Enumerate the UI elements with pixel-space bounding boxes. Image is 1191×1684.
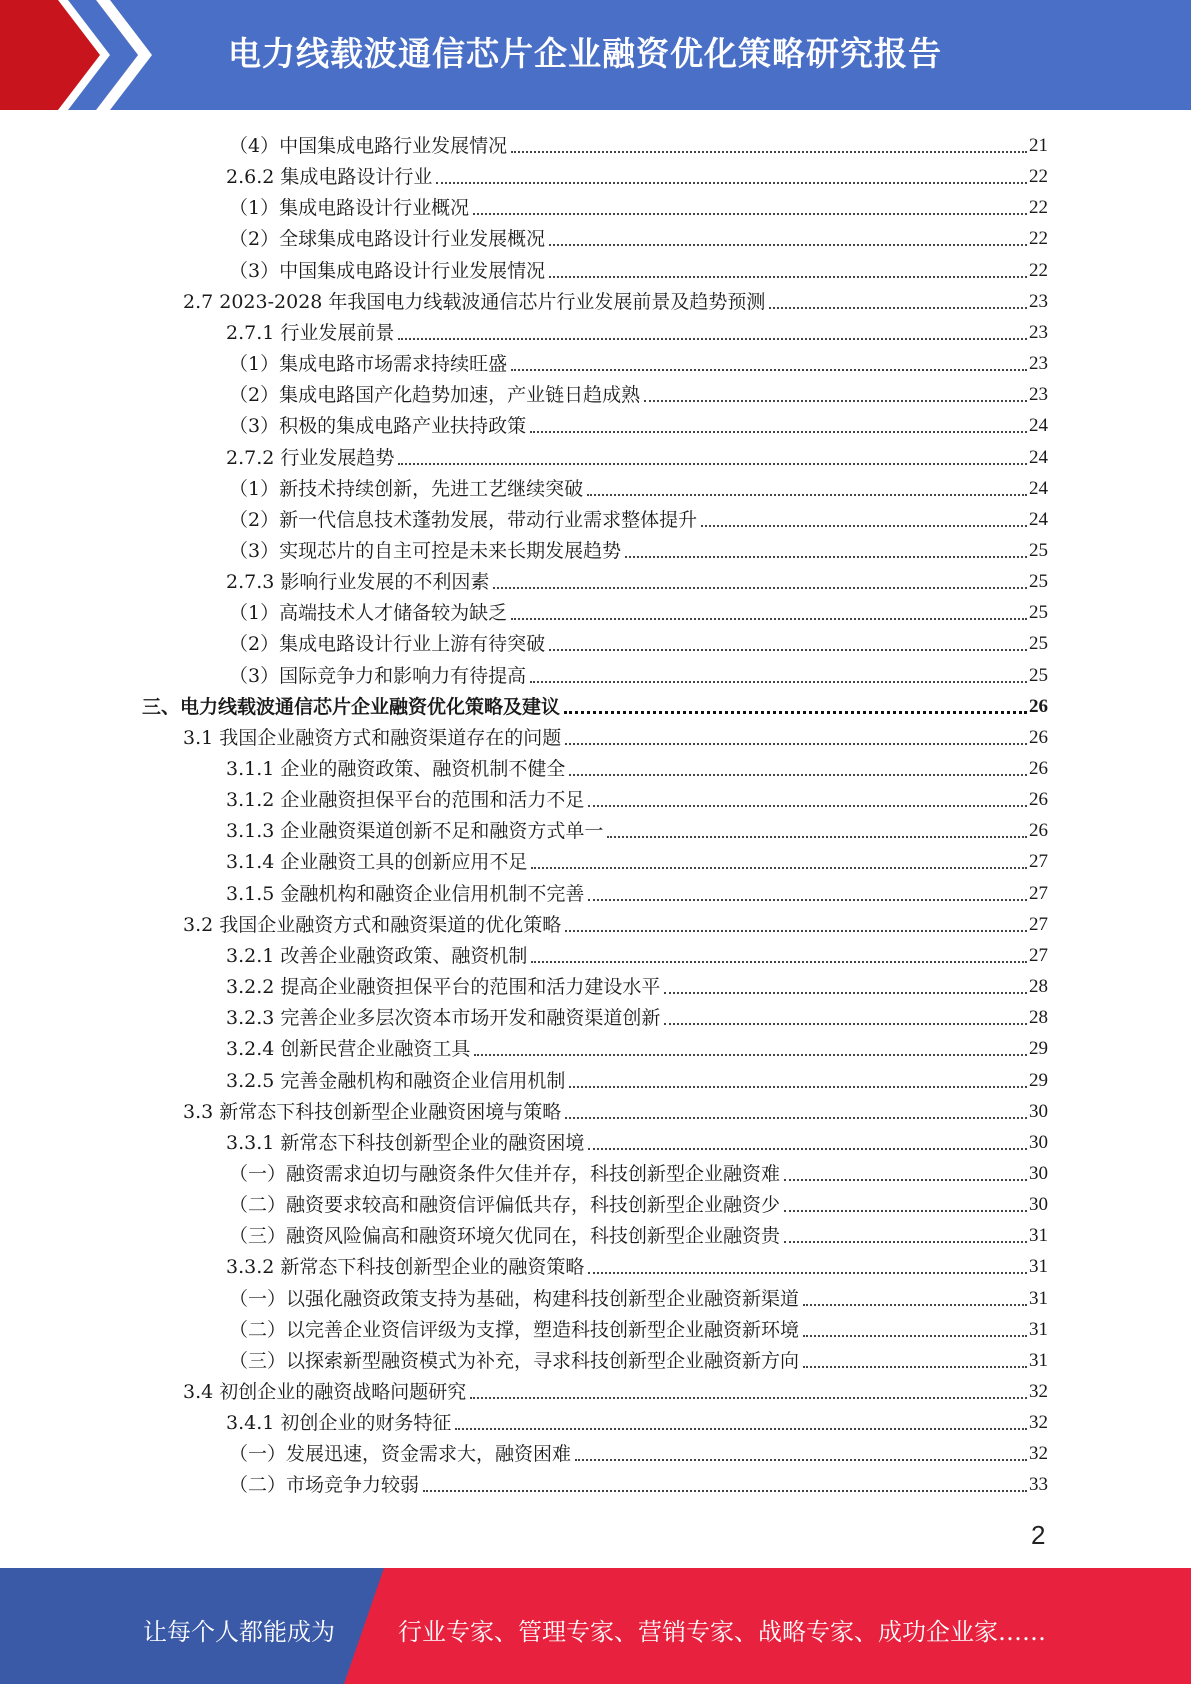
toc-leader-dots <box>784 1210 1027 1212</box>
toc-entry-page: 26 <box>1029 820 1048 842</box>
page-header <box>0 0 1191 110</box>
toc-entry-label: 三、电力线载波通信芯片企业融资优化策略及建议 <box>142 695 561 718</box>
toc-leader-dots <box>398 463 1027 465</box>
toc-leader-dots <box>474 1054 1027 1056</box>
toc-entry-label: 2.7.3 影响行业发展的不利因素 <box>226 571 490 594</box>
toc-leader-dots <box>769 307 1027 309</box>
toc-leader-dots <box>511 151 1027 153</box>
toc-entry-page: 27 <box>1029 913 1048 935</box>
toc-leader-dots <box>607 836 1027 838</box>
toc-entry-page: 26 <box>1029 695 1048 717</box>
toc-entry-label: 2.7.1 行业发展前景 <box>226 321 395 344</box>
toc-leader-dots <box>511 618 1027 620</box>
toc-entry[interactable] <box>229 470 1048 501</box>
toc-entry-label: 3.3.2 新常态下科技创新型企业的融资策略 <box>226 1256 585 1279</box>
toc-entry-page: 27 <box>1029 882 1048 904</box>
toc-entry-page: 31 <box>1029 1225 1048 1247</box>
toc-entry-page: 22 <box>1029 166 1048 188</box>
toc-entry-label: 3.4.1 初创企业的财务特征 <box>226 1412 452 1435</box>
toc-entry-label: 3.2 我国企业融资方式和融资渠道的优化策略 <box>183 913 562 936</box>
toc-entry[interactable] <box>183 719 1048 750</box>
toc-entry-page: 26 <box>1029 758 1048 779</box>
toc-leader-dots <box>664 992 1027 994</box>
toc-entry-label: （三）融资风险偏高和融资环境欠优同在，科技创新型企业融资贵 <box>229 1225 781 1248</box>
toc-leader-dots <box>531 961 1027 963</box>
toc-entry-page: 30 <box>1029 1162 1048 1184</box>
toc-leader-dots <box>549 244 1027 246</box>
toc-entry[interactable] <box>183 283 1048 314</box>
toc-entry[interactable] <box>229 532 1048 563</box>
toc-entry-page: 30 <box>1029 1100 1048 1122</box>
toc-leader-dots <box>565 930 1027 932</box>
toc-entry[interactable] <box>229 407 1048 438</box>
toc-entry-page: 23 <box>1029 290 1048 312</box>
toc-entry-label: （4）中国集成电路行业发展情况 <box>229 135 508 157</box>
toc-leader-dots <box>588 1272 1027 1274</box>
toc-entry[interactable] <box>226 750 1048 781</box>
toc-entry-label: （3）国际竞争力和影响力有待提高 <box>229 664 527 687</box>
toc-entry[interactable] <box>229 1280 1048 1311</box>
toc-entry-label: 3.4 初创企业的融资战略问题研究 <box>183 1381 467 1403</box>
toc-entry-page: 32 <box>1029 1443 1048 1465</box>
toc-entry-page: 22 <box>1029 197 1048 219</box>
toc-leader-dots <box>549 276 1027 278</box>
toc-entry[interactable] <box>229 1186 1048 1217</box>
toc-entry-label: （2）集成电路设计行业上游有待突破 <box>229 633 546 656</box>
toc-leader-dots <box>530 431 1027 433</box>
toc-entry-label: （3）中国集成电路设计行业发展情况 <box>229 259 546 282</box>
toc-leader-dots <box>470 1397 1027 1399</box>
toc-entry-label: （一）以强化融资政策支持为基础，构建科技创新型企业融资新渠道 <box>229 1287 800 1310</box>
toc-entry-page: 25 <box>1029 633 1048 655</box>
toc-entry-label: （二）以完善企业资信评级为支撑，塑造科技创新型企业融资新环境 <box>229 1318 800 1341</box>
toc-leader-dots <box>803 1304 1027 1306</box>
toc-leader-dots <box>803 1366 1027 1368</box>
toc-entry[interactable] <box>229 252 1048 283</box>
toc-leader-dots <box>644 400 1027 402</box>
toc-entry-label: （1）新技术持续创新，先进工艺继续突破 <box>229 477 584 500</box>
toc-entry-page: 24 <box>1029 508 1048 530</box>
toc-entry[interactable] <box>142 688 1048 719</box>
toc-leader-dots <box>575 1459 1027 1461</box>
footer-slogan-left: 让每个人都能成为 <box>143 1618 335 1646</box>
toc-entry[interactable] <box>226 1404 1048 1435</box>
toc-entry[interactable] <box>226 314 1048 345</box>
toc-entry-page: 29 <box>1029 1069 1048 1091</box>
toc-entry-page: 23 <box>1029 384 1048 406</box>
toc-entry-page: 22 <box>1029 228 1048 250</box>
toc-entry-label: 2.7 2023-2028 年我国电力线载波通信芯片行业发展前景及趋势预测 <box>183 290 766 313</box>
toc-entry[interactable] <box>229 1435 1048 1466</box>
toc-entry-page: 31 <box>1029 1349 1048 1371</box>
toc-entry-page: 25 <box>1029 571 1048 593</box>
toc-entry-label: 3.1.5 金融机构和融资企业信用机制不完善 <box>226 882 585 905</box>
toc-entry-label: （一）发展迅速，资金需求大，融资困难 <box>229 1443 572 1466</box>
toc-entry-page: 24 <box>1029 415 1048 437</box>
toc-entry-page: 21 <box>1029 135 1048 156</box>
toc-entry-page: 30 <box>1029 1131 1048 1153</box>
toc-entry[interactable] <box>229 1311 1048 1342</box>
toc-leader-dots <box>565 1117 1027 1119</box>
toc-entry[interactable] <box>226 812 1048 843</box>
toc-entry[interactable] <box>226 1124 1048 1155</box>
toc-entry[interactable] <box>226 563 1048 594</box>
toc-leader-dots <box>587 494 1027 496</box>
toc-entry[interactable] <box>183 1093 1048 1124</box>
toc-entry[interactable] <box>229 1466 1048 1497</box>
toc-entry-page: 26 <box>1029 726 1048 748</box>
toc-leader-dots <box>493 587 1027 589</box>
toc-leader-dots <box>398 338 1027 340</box>
toc-entry-label: 3.3 新常态下科技创新型企业融资困境与策略 <box>183 1100 562 1123</box>
toc-entry-label: 2.6.2 集成电路设计行业 <box>226 166 433 189</box>
toc-entry[interactable] <box>226 781 1048 812</box>
toc-entry-label: 2.7.2 行业发展趋势 <box>226 446 395 469</box>
toc-leader-dots <box>625 556 1027 558</box>
toc-entry-label: 3.1.2 企业融资担保平台的范围和活力不足 <box>226 789 585 812</box>
toc-leader-dots <box>569 1086 1027 1088</box>
toc-entry[interactable] <box>226 875 1048 906</box>
toc-entry-label: 3.2.4 创新民营企业融资工具 <box>226 1038 471 1061</box>
toc-leader-dots <box>565 743 1027 745</box>
toc-entry-page: 22 <box>1029 259 1048 281</box>
toc-leader-dots <box>784 1241 1027 1243</box>
toc-leader-dots <box>530 681 1027 683</box>
toc-entry[interactable] <box>226 1248 1048 1279</box>
toc-entry[interactable] <box>226 968 1048 999</box>
toc-entry-page: 31 <box>1029 1256 1048 1278</box>
toc-entry-label: （1）集成电路设计行业概况 <box>229 197 470 220</box>
toc-leader-dots <box>784 1179 1027 1181</box>
toc-entry[interactable] <box>229 1155 1048 1186</box>
toc-entry-label: （2）集成电路国产化趋势加速，产业链日趋成熟 <box>229 384 641 407</box>
toc-entry[interactable] <box>183 1373 1048 1404</box>
toc-entry[interactable] <box>226 937 1048 968</box>
toc-entry-page: 27 <box>1029 851 1048 873</box>
toc-leader-dots <box>436 182 1027 184</box>
toc-leader-dots <box>455 1428 1027 1430</box>
toc-entry-label: 3.1.1 企业的融资政策、融资机制不健全 <box>226 758 566 780</box>
toc-leader-dots <box>701 525 1027 527</box>
toc-entry[interactable] <box>229 1342 1048 1373</box>
toc-entry-label: 3.1.3 企业融资渠道创新不足和融资方式单一 <box>226 820 604 843</box>
toc-leader-dots <box>588 899 1027 901</box>
toc-entry-page: 25 <box>1029 539 1048 561</box>
toc-leader-dots <box>473 213 1027 215</box>
toc-leader-dots <box>564 711 1027 714</box>
toc-entry[interactable] <box>226 999 1048 1030</box>
toc-entry-page: 25 <box>1029 602 1048 624</box>
toc-entry-page: 32 <box>1029 1412 1048 1434</box>
toc-entry-label: （3）实现芯片的自主可控是未来长期发展趋势 <box>229 539 622 562</box>
toc-entry[interactable] <box>226 439 1048 470</box>
toc-entry-page: 29 <box>1029 1038 1048 1060</box>
toc-entry-page: 24 <box>1029 446 1048 468</box>
toc-entry-label: （1）高端技术人才储备较为缺乏 <box>229 602 508 625</box>
toc-entry[interactable] <box>229 594 1048 625</box>
toc-leader-dots <box>531 867 1027 869</box>
toc-entry-label: （二）融资要求较高和融资信评偏低共存，科技创新型企业融资少 <box>229 1194 781 1217</box>
toc-entry-page: 26 <box>1029 789 1048 811</box>
toc-entry[interactable] <box>229 657 1048 688</box>
toc-entry-label: （2）新一代信息技术蓬勃发展，带动行业需求整体提升 <box>229 508 698 531</box>
toc-entry-label: （1）集成电路市场需求持续旺盛 <box>229 353 508 376</box>
page-number: 2 <box>1031 1520 1046 1550</box>
toc-entry-label: 3.1 我国企业融资方式和融资渠道存在的问题 <box>183 726 562 749</box>
toc-leader-dots <box>803 1335 1027 1337</box>
toc-leader-dots <box>664 1023 1027 1025</box>
toc-entry[interactable] <box>226 843 1048 874</box>
toc-entry[interactable] <box>229 1217 1048 1248</box>
toc-entry-label: （2）全球集成电路设计行业发展概况 <box>229 228 546 251</box>
toc-entry-label: 3.2.5 完善金融机构和融资企业信用机制 <box>226 1069 566 1092</box>
toc-leader-dots <box>588 1148 1027 1150</box>
toc-leader-dots <box>588 805 1027 807</box>
toc-entry-page: 23 <box>1029 321 1048 343</box>
toc-entry-page: 30 <box>1029 1194 1048 1216</box>
toc-entry[interactable] <box>229 501 1048 532</box>
toc-entry[interactable] <box>226 1062 1048 1093</box>
toc-entry-label: （一）融资需求迫切与融资条件欠佳并存，科技创新型企业融资难 <box>229 1162 781 1185</box>
toc-entry[interactable] <box>226 1030 1048 1061</box>
toc-entry[interactable] <box>183 906 1048 937</box>
toc-entry-label: 3.2.1 改善企业融资政策、融资机制 <box>226 944 528 967</box>
toc-entry[interactable] <box>229 376 1048 407</box>
toc-entry-page: 31 <box>1029 1318 1048 1340</box>
toc-entry-page: 25 <box>1029 664 1048 686</box>
toc-entry[interactable] <box>229 345 1048 376</box>
toc-leader-dots <box>549 649 1027 651</box>
footer-slogan-right: 行业专家、管理专家、营销专家、战略专家、成功企业家…… <box>398 1618 1046 1646</box>
toc-entry-label: 3.3.1 新常态下科技创新型企业的融资困境 <box>226 1131 585 1154</box>
toc-leader-dots <box>511 369 1027 371</box>
report-title: 电力线载波通信芯片企业融资优化策略研究报告 <box>228 34 942 73</box>
toc-entry-label: 3.2.3 完善企业多层次资本市场开发和融资渠道创新 <box>226 1007 661 1030</box>
toc-entry[interactable] <box>229 127 1048 158</box>
toc-entry-page: 23 <box>1029 353 1048 375</box>
toc-entry[interactable] <box>229 625 1048 656</box>
toc-entry-page: 32 <box>1029 1381 1048 1402</box>
toc-entry-page: 28 <box>1029 976 1048 998</box>
toc-entry-label: 3.1.4 企业融资工具的创新应用不足 <box>226 851 528 874</box>
toc-entry-label: 3.2.2 提高企业融资担保平台的范围和活力建设水平 <box>226 976 661 999</box>
toc-leader-dots <box>423 1490 1027 1492</box>
toc-entry-page: 31 <box>1029 1287 1048 1309</box>
toc-entry[interactable] <box>226 158 1048 189</box>
toc-leader-dots <box>569 774 1027 776</box>
toc-entry-page: 28 <box>1029 1007 1048 1029</box>
toc-entry-page: 33 <box>1029 1474 1048 1496</box>
toc-entry-page: 27 <box>1029 944 1048 966</box>
toc-entry[interactable] <box>229 220 1048 251</box>
toc-entry-page: 24 <box>1029 477 1048 499</box>
toc-entry-label: （三）以探索新型融资模式为补充，寻求科技创新型企业融资新方向 <box>229 1349 800 1372</box>
toc-entry[interactable] <box>229 189 1048 220</box>
toc-entry-label: （3）积极的集成电路产业扶持政策 <box>229 415 527 438</box>
toc-entry-label: （二）市场竞争力较弱 <box>229 1474 420 1497</box>
